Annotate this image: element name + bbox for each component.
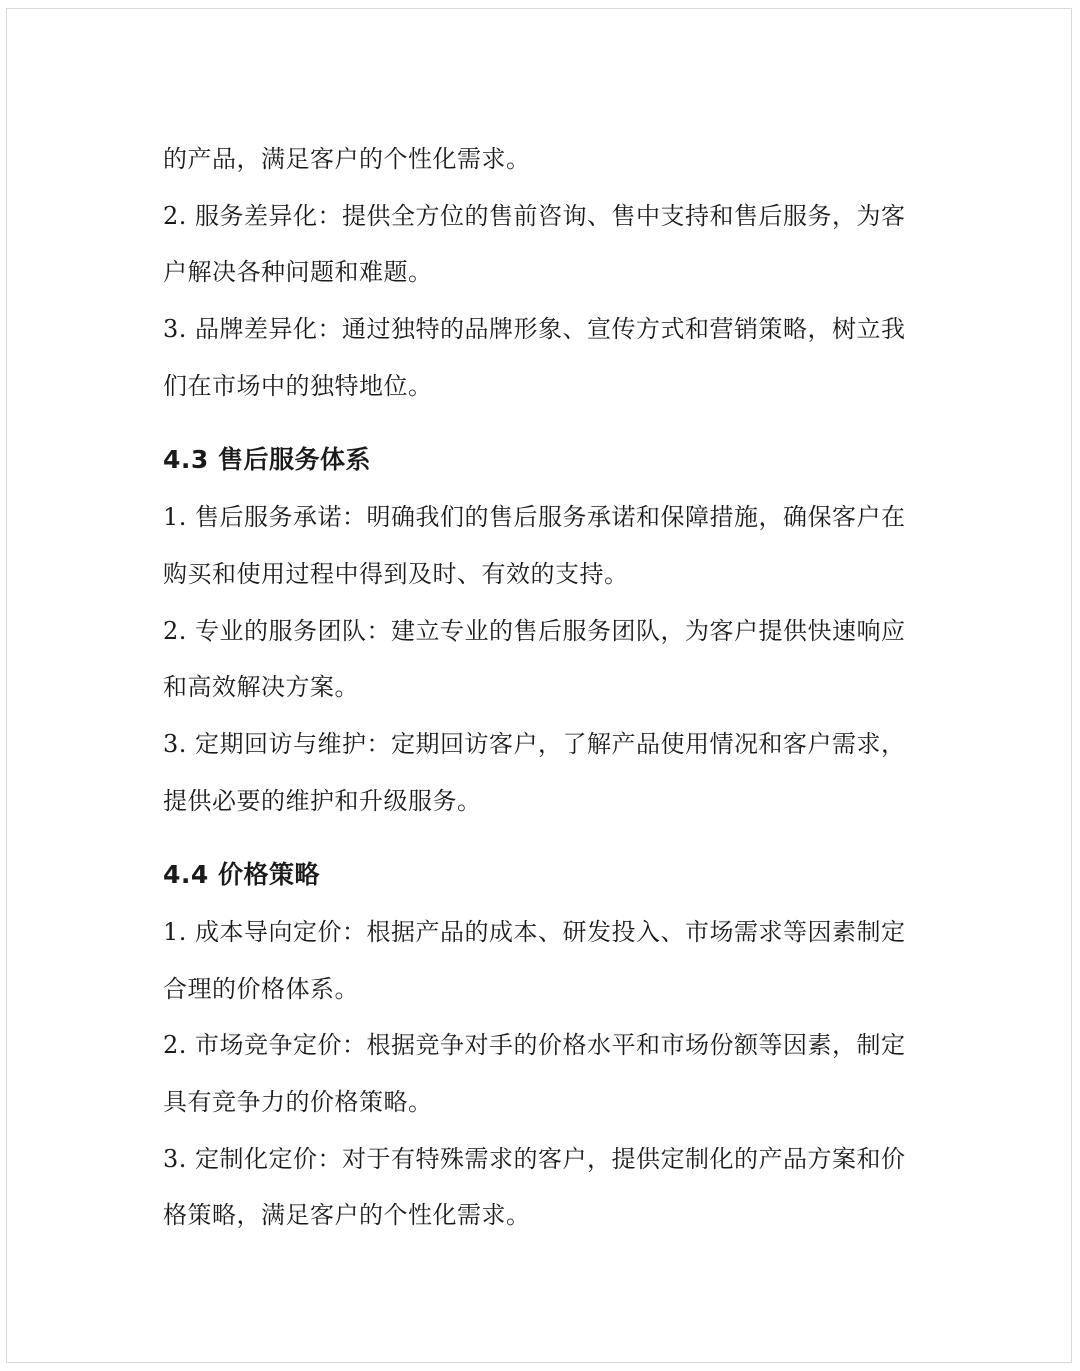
text-line: 和高效解决方案。 <box>163 673 359 702</box>
text-line: 2. 服务差异化：提供全方位的售前咨询、售中支持和售后服务，为客 <box>163 201 906 230</box>
text-line: 具有竞争力的价格策略。 <box>163 1088 433 1116</box>
text-line: 的产品，满足客户的个性化需求。 <box>163 145 531 173</box>
text-line: 们在市场中的独特地位。 <box>163 371 433 400</box>
text-line: 1. 售后服务承诺：明确我们的售后服务承诺和保障措施，确保客户在 <box>163 503 906 532</box>
text-line: 1. 成本导向定价：根据产品的成本、研发投入、市场需求等因素制定 <box>163 917 906 946</box>
section-spacer <box>163 414 923 432</box>
text-line: 合理的价格体系。 <box>163 974 359 1003</box>
intro-block <box>163 131 923 414</box>
text-line: 3. 定制化定价：对于有特殊需求的客户，提供定制化的产品方案和价 <box>163 1144 906 1173</box>
text-line: 提供必要的维护和升级服务。 <box>163 786 482 815</box>
section-4-4 <box>163 847 923 1244</box>
section-heading: 4.3 售后服务体系 <box>163 445 371 475</box>
text-line: 3. 定期回访与维护：定期回访客户，了解产品使用情况和客户需求， <box>163 729 906 758</box>
section-heading: 4.4 价格策略 <box>163 860 320 890</box>
text-line: 2. 市场竞争定价：根据竞争对手的价格水平和市场份额等因素，制定 <box>163 1031 906 1060</box>
text-line: 3. 品牌差异化：通过独特的品牌形象、宣传方式和营销策略，树立我 <box>163 315 906 344</box>
section-spacer <box>163 829 923 847</box>
text-line: 户解决各种问题和难题。 <box>163 258 433 287</box>
text-line: 格策略，满足客户的个性化需求。 <box>163 1201 531 1230</box>
text-line: 2. 专业的服务团队：建立专业的售后服务团队，为客户提供快速响应 <box>163 616 906 645</box>
section-4-3 <box>163 432 923 829</box>
text-line: 购买和使用过程中得到及时、有效的支持。 <box>163 559 629 588</box>
document-body <box>163 131 923 1244</box>
